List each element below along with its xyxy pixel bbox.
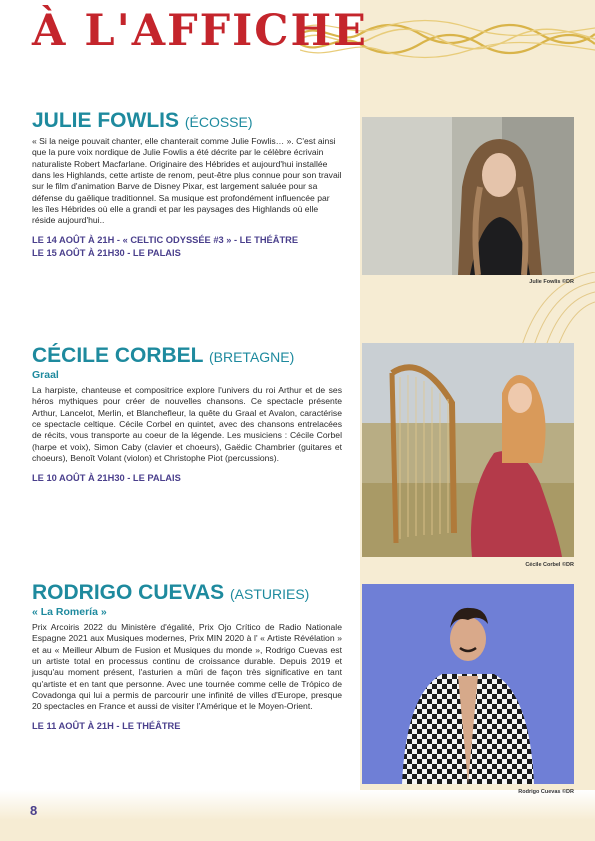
photo-caption: Cécile Corbel ©DR — [525, 562, 574, 568]
photo-caption: Rodrigo Cuevas ©DR — [518, 789, 574, 795]
artist-name-text: JULIE FOWLIS — [32, 109, 179, 132]
page-number: 8 — [30, 803, 38, 818]
artist-name — [32, 345, 342, 367]
artist-name — [32, 582, 342, 604]
photo-caption: Julie Fowlis ©DR — [529, 279, 574, 285]
artist-name — [32, 110, 342, 132]
artist-origin: (ÉCOSSE) — [184, 114, 253, 130]
artist-name-text: RODRIGO CUEVAS — [32, 581, 225, 604]
show-date: LE 11 AOÛT À 21H - LE THÉÂTRE — [32, 721, 181, 732]
page-title: À L'AFFICHE — [32, 6, 368, 56]
show-dates — [32, 720, 342, 733]
show-dates — [32, 234, 342, 260]
artist-name-text: CÉCILE CORBEL — [32, 344, 204, 367]
show-dates — [32, 472, 342, 485]
show-date: LE 14 AOÛT À 21H - « CELTIC ODYSSÉE #3 » - LE THÉÂTRE — [32, 235, 299, 246]
artist-section-rodrigo-cuevas — [32, 582, 342, 733]
artist-bio: Prix Arcoiris 2022 du Ministère d'égalité, Prix Ojo Crítico de Radio Nationale Espagne 2021 aux Musiques modernes, Prix MIN 2020 à l' « Artiste Révélation » et au « Meilleur Album de Fusion et Musiques du monde », Rodrigo Cuevas est un artiste total en processus continu de croissance durable. Depuis 2019 et jusqu'au moment présent, l'asturien a mûri de façon très significative en tant qu'artiste et en tant que personne. Avec une tournée comme celle de Trópico de Covadonga qui lui a permis de parcourir une infinité de villes d'Europe, presque 20 spectacles en France et aussi de visiter l'Amérique et le Moyen-Orient. — [32, 622, 342, 712]
show-title: « La Romería » — [32, 606, 107, 619]
decorative-bottom-band — [0, 790, 595, 841]
artist-section-julie-fowlis — [32, 110, 342, 260]
show-title: Graal — [32, 369, 59, 382]
artist-origin: (BRETAGNE) — [208, 349, 295, 365]
artist-bio: « Si la neige pouvait chanter, elle chanterait comme Julie Fowlis… ». C'est ainsi que la pure voix nordique de Julie Fowlis a été décrite par le célèbre écrivain naturaliste Robert Macfarlane. Originaire des Hébrides et aujourd'hui installée dans les Highlands, cette artiste de renom, peut-être plus connue pour son travail sur le film d'animation Barve de Disney Pixar, est largement saluée pour sa défense du gaëlique traditionnel. Sa musique est profondément influencée par les îles Hébrides où elle a grandi et par les paysages des Highlands où elle réside aujourd'hui.. — [32, 136, 342, 226]
show-date: LE 10 AOÛT À 21H30 - LE PALAIS — [32, 473, 181, 484]
artist-bio: La harpiste, chanteuse et compositrice explore l'univers du roi Arthur et de ses héros mythiques pour créer de nouvelles chansons. Ce spectacle présente Arthur, Lancelot, Merlin, et Blanchefleur, la quête du Graal et Avalon, caractérise ce spectacle celtique. Cécile Corbel en quintet, avec des chansons entrelacées de récits, vous transporte au coeur de la légende. Les musiciens : Cécile Corbel (harpe et voix), Simon Caby (clavier et choeurs), Gaëdic Chambrier (guitares et choeurs), Benoît Volant (violon) et Christophe Piot (percussions). — [32, 385, 342, 463]
show-date: LE 15 AOÛT À 21H30 - LE PALAIS — [32, 248, 181, 259]
julie-fowlis-photo — [362, 117, 574, 275]
artist-section-cecile-corbel — [32, 345, 342, 485]
rodrigo-cuevas-photo — [362, 584, 574, 784]
cecile-corbel-photo — [362, 343, 574, 557]
artist-origin: (ASTURIES) — [229, 586, 310, 602]
